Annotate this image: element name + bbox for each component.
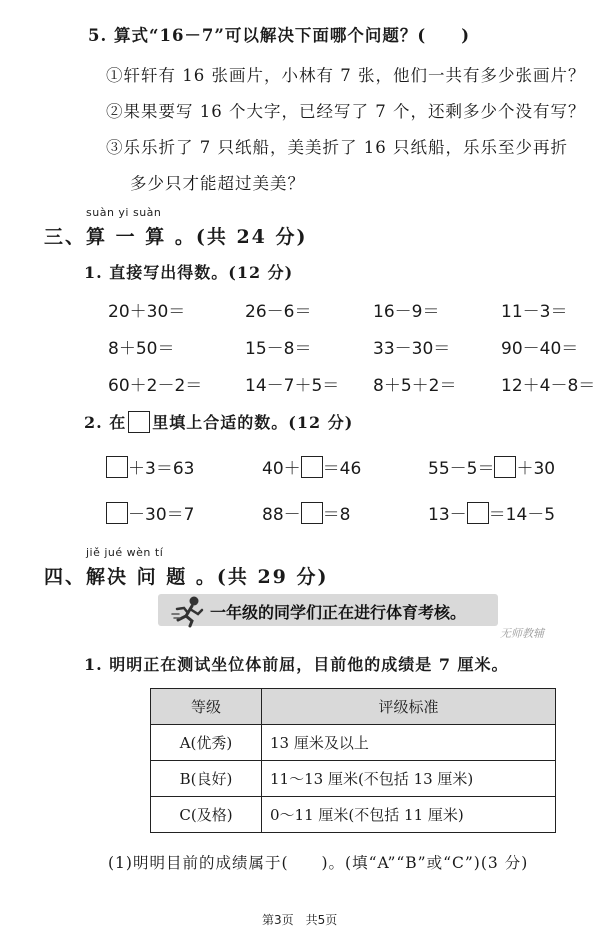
table-header-grade: 等级 — [151, 689, 262, 725]
fill-r1-b-box[interactable] — [301, 456, 323, 478]
calc-r1-c3: 16－9＝ — [373, 302, 440, 322]
q5-option-2: ②果果要写 16 个大字，已经写了 7 个，还剩多少个没有写？ — [106, 102, 586, 121]
table-header-standard: 评级标准 — [262, 689, 556, 725]
table-row — [151, 725, 556, 761]
running-child-icon — [170, 594, 210, 628]
banner-text: 一年级的同学们正在进行体育考核。 — [210, 603, 467, 622]
table-cell-standard: 11～13 厘米(不包括 13 厘米) — [262, 761, 556, 797]
table-cell-grade: A(优秀) — [151, 725, 262, 761]
calc-r3-c4: 12＋4－8＝ — [501, 376, 596, 396]
fill-r2-a-text: －30＝7 — [128, 505, 195, 525]
fill-r2-a-box[interactable] — [106, 502, 128, 524]
fill-r1-b — [262, 454, 361, 479]
calc-r2-c4: 90－40＝ — [501, 339, 579, 359]
table-cell-standard: 13 厘米及以上 — [262, 725, 556, 761]
table-row — [151, 761, 556, 797]
table-cell-grade: B(良好) — [151, 761, 262, 797]
fill-r1-a — [106, 454, 194, 479]
table-cell-standard: 0～11 厘米(不包括 11 厘米) — [262, 797, 556, 833]
fill-r2-b — [262, 500, 350, 525]
fill-r2-c-box[interactable] — [467, 502, 489, 524]
fill-r1-b-pre: 40＋ — [262, 459, 301, 479]
table-header-row — [151, 689, 556, 725]
q5-option-1: ①轩轩有 16 张画片，小林有 7 张，他们一共有多少张画片？ — [106, 66, 586, 85]
q5-stem: 5. 算式“16－7”可以解决下面哪个问题？( ) — [88, 26, 471, 45]
fill-r1-c — [428, 454, 555, 479]
fill-r1-a-box[interactable] — [106, 456, 128, 478]
calc-r2-c2: 15－8＝ — [245, 339, 312, 359]
watermark: 无师教辅 — [500, 627, 544, 640]
section3-title: 三、算 一 算 。(共 24 分) — [44, 226, 308, 248]
fill-r2-b-post: ＝8 — [322, 505, 351, 525]
calc-r3-c3: 8＋5＋2＝ — [373, 376, 457, 396]
grading-table — [150, 688, 556, 833]
calc-r1-c2: 26－6＝ — [245, 302, 312, 322]
fill-r2-b-box[interactable] — [301, 502, 323, 524]
page-footer: 第3页 共5页 — [262, 913, 338, 927]
table-row — [151, 797, 556, 833]
fill-r2-b-pre: 88－ — [262, 505, 301, 525]
q5-option-3-line2: 多少只才能超过美美？ — [130, 174, 305, 193]
sub2-prefix: 2. 在 — [84, 413, 127, 432]
calc-r2-c1: 8＋50＝ — [108, 339, 175, 359]
sub2-suffix: 里填上合适的数。(12 分) — [152, 413, 354, 432]
section3-sub1: 1. 直接写出得数。(12 分) — [84, 263, 294, 282]
fill-r1-b-post: ＝46 — [322, 459, 362, 479]
section4-q1: 1. 明明正在测试坐位体前屈，目前他的成绩是 7 厘米。 — [84, 655, 509, 674]
section4-pinyin: jiě jué wèn tí — [86, 546, 164, 559]
fill-r1-c-pre: 55－5＝ — [428, 459, 495, 479]
fill-r1-c-post: ＋30 — [516, 459, 556, 479]
section3-sub2 — [84, 410, 353, 433]
section3-pinyin: suàn yi suàn — [86, 206, 162, 219]
calc-r1-c1: 20＋30＝ — [108, 302, 186, 322]
q5-option-3-line1: ③乐乐折了 7 只纸船，美美折了 16 只纸船，乐乐至少再折 — [106, 138, 568, 157]
calc-r1-c4: 11－3＝ — [501, 302, 568, 322]
fill-r2-c-post: ＝14－5 — [488, 505, 556, 525]
fill-r2-a — [106, 500, 194, 525]
calc-r3-c2: 14－7＋5＝ — [245, 376, 340, 396]
section4-title: 四、解决 问 题 。(共 29 分) — [44, 566, 329, 588]
fill-r2-c-pre: 13－ — [428, 505, 467, 525]
calc-r3-c1: 60＋2－2＝ — [108, 376, 203, 396]
fill-r1-a-text: ＋3＝63 — [128, 459, 195, 479]
fill-r1-c-box[interactable] — [494, 456, 516, 478]
calc-r2-c3: 33－30＝ — [373, 339, 451, 359]
fill-r2-c — [428, 500, 555, 525]
table-cell-grade: C(及格) — [151, 797, 262, 833]
answer-box-sample — [128, 411, 150, 433]
section4-q1-1: (1)明明目前的成绩属于( )。(填“A”“B”或“C”)(3 分) — [108, 854, 529, 872]
